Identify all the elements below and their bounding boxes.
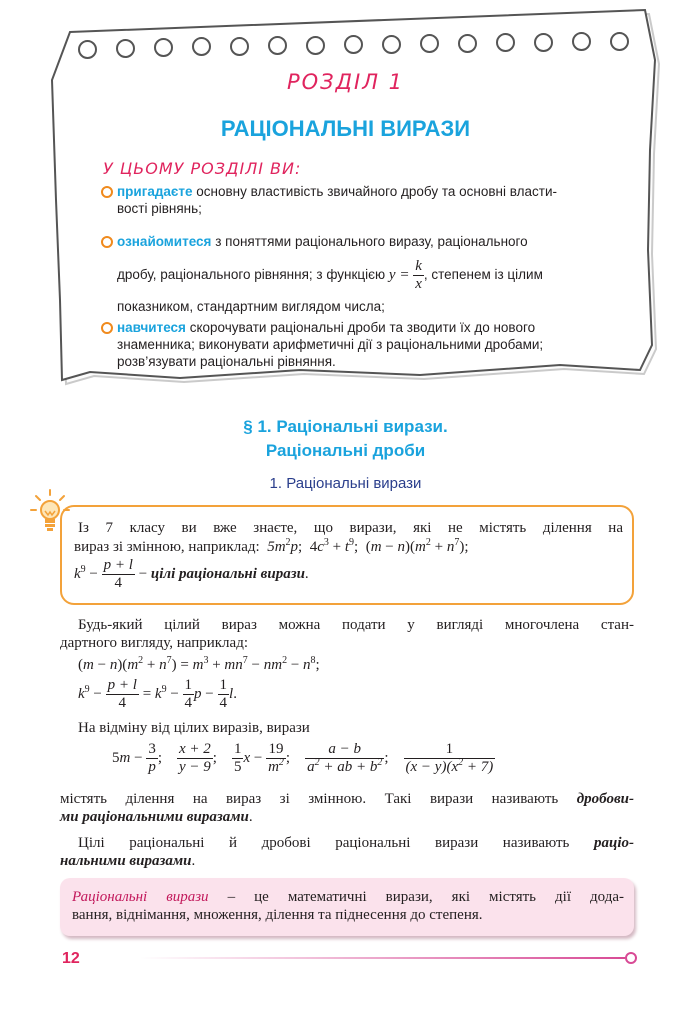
ring-hole <box>534 33 553 52</box>
footer-circle-icon <box>625 952 637 964</box>
box-line: $k^9$ − $\frac{p + l}{4}$ − цілі раціональні вирази. <box>74 557 309 591</box>
bullet-icon <box>101 186 113 198</box>
term-whole-expressions: цілі раціональні вирази <box>150 565 305 582</box>
page-number: 12 <box>62 950 80 967</box>
chapter-intro: У ЦЬОМУ РОЗДІЛІ ВИ: <box>103 159 302 178</box>
bullet-icon <box>101 236 113 248</box>
goal-keyword: ознайомитеся <box>117 234 212 249</box>
body-line: містять ділення на вираз зі змінною. Такі вирази називають дробови- <box>60 791 634 807</box>
goal-item: навчитеся скорочувати раціональні дроби та зводити їх до нового знаменника; виконувати арифметичні дії з раціональними дробами; розв’язувати раціональні рівняння. <box>101 319 591 370</box>
formula-line: $k^9$ − $\frac{p + l}{4}$ = $k^9$ − $\frac{1}{4}$ p − $\frac{1}{4}$ l. <box>78 677 237 711</box>
ring-hole <box>382 35 401 54</box>
definition-line: Раціональні вирази – це математичні вирази, які містять дії дода- <box>72 889 624 905</box>
ring-hole <box>458 34 477 53</box>
formula-line: $(m - n)(m^2 + n^7) = m^3 + mn^7 - nm^2 - n^8$; <box>78 655 320 673</box>
ring-hole <box>306 36 325 55</box>
definition-line: вання, віднімання, множення, ділення та піднесення до степеня. <box>72 907 483 923</box>
bullet-icon <box>101 322 113 334</box>
ring-hole <box>78 40 97 59</box>
box-line: Із 7 класу ви вже знаєте, що вирази, які не містять ділення на <box>78 520 623 536</box>
ring-hole <box>192 37 211 56</box>
box-line: вираз зі змінною, наприклад: $5m^2p$; $4c^3 + t^9$; $(m - n)(m^2 + n^7)$; <box>74 537 469 555</box>
body-line: дартного вигляду, наприклад: <box>60 635 248 651</box>
goal-keyword: навчитеся <box>117 320 186 335</box>
ring-hole <box>344 35 363 54</box>
formula-line: 5m − $\frac{3}{p}$ ; $\frac{x + 2}{y - 9}$ ; $\frac{1}{5}$ x − $\frac{19}{m^2}$ ; $\frac{a - b}{a^2 + ab + b^2}$ ; $\frac{1}{(x - y)(x^2 + 7)}$ <box>112 741 494 775</box>
chapter-card <box>0 0 691 400</box>
fraction: $\frac{k}{x}$ <box>415 258 422 292</box>
body-line: Цілі раціональні й дробові раціональні вирази називають раціо- <box>78 835 634 851</box>
ring-hole <box>496 33 515 52</box>
definition-term: Раціональні вирази <box>72 889 209 905</box>
paragraph-title: Раціональні дроби <box>265 441 426 460</box>
footer-line <box>140 957 625 959</box>
ring-hole <box>610 32 629 51</box>
body-line: Будь-який цілий вираз можна подати у вигляді многочлена стан- <box>78 617 634 633</box>
subsection-title: 1. Раціональні вирази <box>269 475 422 492</box>
fraction: $\frac{p + l}{4}$ <box>103 557 133 591</box>
goal-item: пригадаєте основну властивість звичайного дробу та основні власти- вості рівнянь; <box>101 183 591 217</box>
body-line: нальними виразами. <box>60 853 196 869</box>
goal-item: ознайомитеся з поняттями раціонального виразу, раціонального дробу, раціонального рівняння; з функцією y = $\frac{k}{x}$ , степенем із цілим показником, стандартним виглядом числа; <box>101 233 591 315</box>
ring-hole <box>116 39 135 58</box>
chapter-title: РАЦІОНАЛЬНІ ВИРАЗИ <box>220 116 471 141</box>
paragraph-title: § 1. Раціональні вирази. <box>243 417 448 436</box>
chapter-label: РОЗДІЛ 1 <box>286 70 405 94</box>
body-line: На відміну від цілих виразів, вирази <box>78 720 310 736</box>
ring-hole <box>230 37 249 56</box>
ring-hole <box>268 36 287 55</box>
body-line: ми раціональними виразами. <box>60 809 253 825</box>
ring-hole <box>154 38 173 57</box>
ring-hole <box>420 34 439 53</box>
goal-keyword: пригадаєте <box>117 184 193 199</box>
ring-hole <box>572 32 591 51</box>
